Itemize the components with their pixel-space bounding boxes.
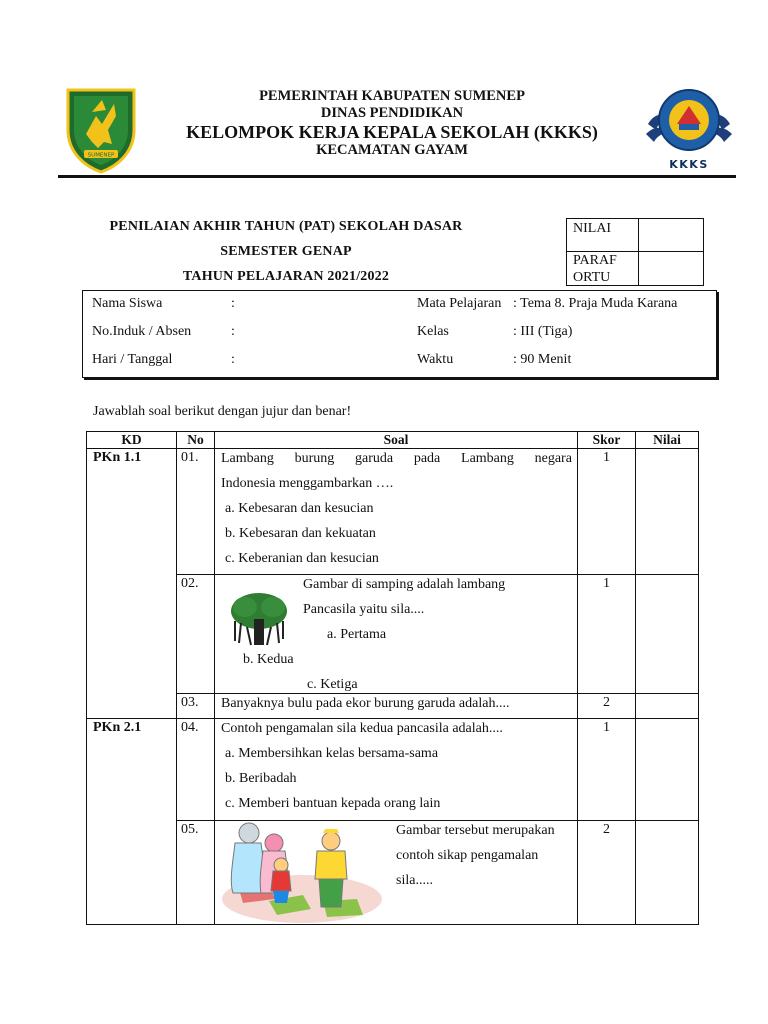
q4-option-c: c. Memberi bantuan kepada orang lain: [225, 796, 441, 811]
family-praying-illustration: [219, 821, 385, 925]
score-value: 2: [578, 821, 636, 925]
mapel-value: : Tema 8. Praja Muda Karana: [513, 296, 678, 311]
waktu-value: : 90 Menit: [513, 352, 572, 367]
kop-kecamatan: KECAMATAN GAYAM: [316, 142, 468, 158]
question-4: [215, 719, 578, 821]
no-induk-label: No.Induk / Absen: [92, 324, 192, 339]
table-row: [87, 575, 699, 694]
question-3: [215, 694, 578, 719]
kd-pkn-1-1: PKn 1.1: [87, 449, 177, 719]
q1-word: negara: [534, 451, 572, 466]
ortu-label: ORTU: [573, 270, 611, 285]
header-kd: KD: [87, 432, 177, 449]
q5-line1: Gambar tersebut merupakan: [396, 823, 555, 838]
nilai-cell[interactable]: [636, 694, 699, 719]
nilai-cell[interactable]: [636, 575, 699, 694]
q1-line1: [221, 451, 572, 467]
q4-option-b: b. Beribadah: [225, 771, 297, 786]
nama-siswa-label: Nama Siswa: [92, 296, 163, 311]
q1-word: garuda: [355, 451, 394, 466]
nama-siswa-field[interactable]: :: [231, 296, 235, 311]
paraf-label-cell: [566, 251, 639, 286]
q2-option-a: a. Pertama: [327, 627, 387, 642]
question-2: [215, 575, 578, 694]
waktu-label: Waktu: [417, 352, 454, 367]
exam-semester: SEMESTER GENAP: [220, 244, 352, 259]
header-divider: [58, 175, 736, 178]
q5-line2: contoh sikap pengamalan: [396, 848, 539, 863]
exam-title: PENILAIAN AKHIR TAHUN (PAT) SEKOLAH DASAR: [109, 219, 463, 234]
q2-line1: Gambar di samping adalah lambang: [303, 577, 506, 592]
sumenep-logo-icon: [62, 86, 140, 174]
banyan-tree-icon: [229, 591, 289, 649]
score-value: 1: [578, 719, 636, 821]
q1-word: Lambang: [461, 451, 514, 466]
table-row: [87, 821, 699, 925]
kop-kkks: KELOMPOK KERJA KEPALA SEKOLAH (KKKS): [186, 122, 598, 142]
kkks-logo-icon: [644, 84, 734, 174]
header-no: No: [177, 432, 215, 449]
question-number: 03.: [177, 694, 215, 719]
no-induk-field[interactable]: :: [231, 324, 235, 339]
question-number: 02.: [177, 575, 215, 694]
q2-option-c: c. Ketiga: [307, 677, 358, 692]
q1-word: burung: [294, 451, 335, 466]
q2-line2: Pancasila yaitu sila....: [303, 602, 425, 617]
paraf-label: PARAF: [573, 253, 617, 268]
nilai-value-cell[interactable]: [638, 218, 704, 252]
table-row: [87, 719, 699, 821]
question-number: 01.: [177, 449, 215, 575]
nilai-label-cell: [566, 218, 639, 252]
paraf-value-cell[interactable]: [638, 251, 704, 286]
hari-tanggal-label: Hari / Tanggal: [92, 352, 173, 367]
kop-government: PEMERINTAH KABUPATEN SUMENEP: [259, 88, 525, 104]
q1-word: Lambang: [221, 451, 274, 466]
question-5: [215, 821, 578, 925]
q4-option-a: a. Membersihkan kelas bersama-sama: [225, 746, 439, 761]
q1-option-a: a. Kebesaran dan kesucian: [225, 501, 374, 516]
table-row: [87, 449, 699, 575]
q1-word: pada: [413, 451, 441, 466]
score-value: 1: [578, 449, 636, 575]
q2-option-b: b. Kedua: [243, 652, 294, 667]
mapel-label: Mata Pelajaran: [417, 296, 502, 311]
score-value: 1: [578, 575, 636, 694]
kd-pkn-2-1: PKn 2.1: [87, 719, 177, 925]
exam-year: TAHUN PELAJARAN 2021/2022: [182, 269, 390, 284]
kop-dinas: DINAS PENDIDIKAN: [320, 105, 464, 121]
table-header-row: [87, 432, 699, 449]
instruction: Jawablah soal berikut dengan jujur dan benar!: [93, 404, 352, 419]
header-soal: Soal: [215, 432, 578, 449]
kkks-logo-text: KKKS: [669, 158, 709, 171]
question-1: [215, 449, 578, 575]
nilai-cell[interactable]: [636, 449, 699, 575]
score-value: 2: [578, 694, 636, 719]
sumenep-logo-text: SUMENEP: [87, 152, 115, 159]
nilai-label: NILAI: [573, 221, 612, 236]
q1-option-b: b. Kebesaran dan kekuatan: [225, 526, 376, 541]
header-skor: Skor: [578, 432, 636, 449]
hari-tanggal-field[interactable]: :: [231, 352, 235, 367]
student-info-box: [82, 290, 717, 378]
header-nilai: Nilai: [636, 432, 699, 449]
q1-option-c: c. Keberanian dan kesucian: [225, 551, 379, 566]
questions-table: [86, 431, 699, 925]
q5-line3: sila.....: [396, 873, 433, 888]
table-row: [87, 694, 699, 719]
nilai-cell[interactable]: [636, 719, 699, 821]
question-number: 04.: [177, 719, 215, 821]
question-number: 05.: [177, 821, 215, 925]
nilai-cell[interactable]: [636, 821, 699, 925]
kelas-value: : III (Tiga): [513, 324, 573, 339]
q3-text: Banyaknya bulu pada ekor burung garuda adalah....: [221, 696, 510, 711]
q4-text: Contoh pengamalan sila kedua pancasila adalah....: [221, 721, 503, 736]
kelas-label: Kelas: [417, 324, 449, 339]
q1-line2: Indonesia menggambarkan ….: [221, 476, 394, 491]
